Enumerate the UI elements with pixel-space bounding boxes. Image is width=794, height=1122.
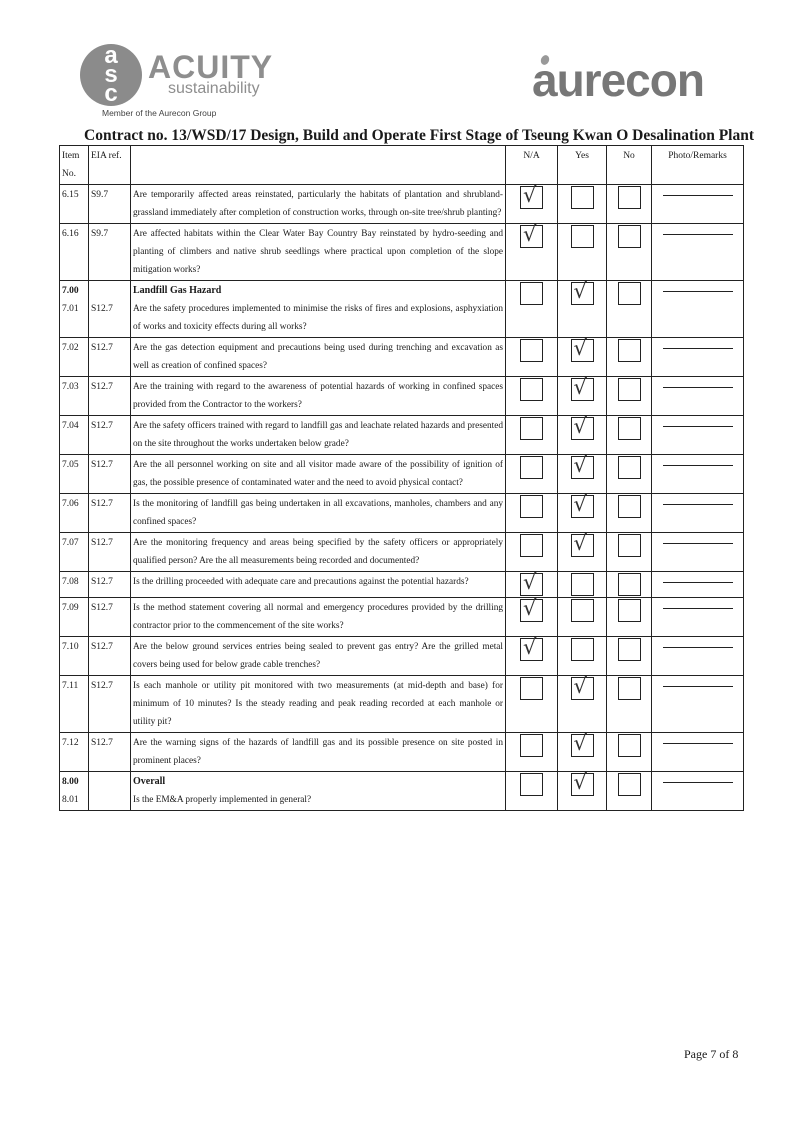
remarks-field[interactable] (663, 347, 733, 349)
question-text: Are the monitoring frequency and areas being specified by the safety officers or appropriately qualified person? Are the all measurements being recorded and documented? (133, 538, 503, 566)
question-cell (131, 281, 506, 338)
question-text: Is each manhole or utility pit monitored with two measurements (at mid-depth and base) for minimum of 10 minutes? Is the steady reading and peak reading recorded at each manhole or utility pit? (133, 681, 503, 727)
na-cell (506, 416, 558, 455)
no-cell (607, 772, 652, 811)
yes-cell (558, 598, 607, 637)
question-text: Is the drilling proceeded with adequate care and precautions against the potential hazards? (133, 577, 469, 587)
na-cell (506, 494, 558, 533)
table-row (60, 455, 744, 494)
no-cell (607, 637, 652, 676)
yes-checkbox[interactable] (571, 279, 594, 305)
item-number-cell (60, 416, 89, 455)
na-checkbox[interactable] (520, 495, 543, 518)
item-number: 7.01 (62, 304, 79, 314)
na-checkbox[interactable] (520, 596, 543, 622)
na-cell (506, 455, 558, 494)
question-cell (131, 185, 506, 224)
question-text: Are the safety officers trained with regard to landfill gas and leachate related hazards and presented on the site throughout the works undertaken below grade? (133, 421, 503, 449)
no-checkbox[interactable] (618, 573, 641, 596)
eia-ref: S12.7 (91, 577, 113, 587)
acuity-subtitle: sustainability (168, 80, 260, 97)
remarks-cell (652, 338, 744, 377)
item-number-cell (60, 338, 89, 377)
col-eia-header: EIA ref. (89, 146, 131, 185)
remarks-field[interactable] (663, 781, 733, 783)
check-mark-icon: √ (573, 531, 587, 555)
yes-checkbox[interactable] (571, 186, 594, 209)
eia-ref: S12.7 (91, 382, 113, 392)
eia-ref-cell (89, 598, 131, 637)
na-checkbox[interactable] (520, 635, 543, 661)
remarks-cell (652, 377, 744, 416)
yes-cell (558, 676, 607, 733)
item-number: 6.15 (62, 190, 79, 200)
remarks-field[interactable] (663, 581, 733, 583)
table-row (60, 281, 744, 338)
check-mark-icon: √ (573, 279, 587, 303)
na-checkbox[interactable] (520, 534, 543, 557)
item-number: 6.16 (62, 229, 79, 239)
table-row (60, 637, 744, 676)
table-row (60, 772, 744, 811)
item-number: 7.10 (62, 642, 79, 652)
remarks-cell (652, 494, 744, 533)
question-cell (131, 416, 506, 455)
item-number-cell (60, 733, 89, 772)
eia-ref-cell (89, 637, 131, 676)
na-checkbox[interactable] (520, 282, 543, 305)
yes-checkbox[interactable] (571, 599, 594, 622)
yes-cell (558, 494, 607, 533)
eia-ref-cell (89, 281, 131, 338)
check-mark-icon: √ (573, 375, 587, 399)
eia-ref: S12.7 (91, 738, 113, 748)
remarks-cell (652, 637, 744, 676)
eia-ref: S12.7 (91, 681, 113, 691)
question-text: Are temporarily affected areas reinstated, particularly the habitats of plantation and shrubland-grassland immediately after completion of construction works, through on-site tree/shrub planting? (133, 190, 503, 218)
na-cell (506, 637, 558, 676)
remarks-field[interactable] (663, 685, 733, 687)
no-cell (607, 598, 652, 637)
eia-ref: S12.7 (91, 499, 113, 509)
question-cell (131, 494, 506, 533)
no-checkbox[interactable] (618, 773, 641, 796)
na-checkbox[interactable] (520, 773, 543, 796)
yes-checkbox[interactable] (571, 731, 594, 757)
na-checkbox[interactable] (520, 339, 543, 362)
question-cell (131, 338, 506, 377)
na-checkbox[interactable] (520, 570, 543, 596)
remarks-field[interactable] (663, 607, 733, 609)
remarks-field[interactable] (663, 464, 733, 466)
no-checkbox[interactable] (618, 456, 641, 479)
no-cell (607, 533, 652, 572)
item-number: 7.11 (62, 681, 79, 691)
yes-cell (558, 637, 607, 676)
na-cell (506, 281, 558, 338)
eia-ref: S12.7 (91, 603, 113, 613)
question-cell (131, 676, 506, 733)
item-number-cell (60, 494, 89, 533)
check-mark-icon: √ (573, 414, 587, 438)
eia-ref-cell (89, 533, 131, 572)
eia-ref-cell (89, 494, 131, 533)
aurecon-logo: aurecon (532, 54, 704, 106)
na-cell (506, 572, 558, 598)
remarks-cell (652, 455, 744, 494)
check-mark-icon: √ (573, 492, 587, 516)
table-row (60, 733, 744, 772)
item-number-cell (60, 224, 89, 281)
item-number-cell (60, 377, 89, 416)
question-text: Are the safety procedures implemented to minimise the risks of fires and explosions, asphyxiation of works and toxicity effects during all works? (133, 304, 503, 332)
na-cell (506, 338, 558, 377)
question-cell (131, 455, 506, 494)
eia-ref: S12.7 (91, 343, 113, 353)
eia-ref-cell (89, 185, 131, 224)
na-cell (506, 185, 558, 224)
check-mark-icon: √ (573, 336, 587, 360)
item-number: 7.05 (62, 460, 79, 470)
no-checkbox[interactable] (618, 378, 641, 401)
eia-ref-cell (89, 455, 131, 494)
yes-cell (558, 416, 607, 455)
no-checkbox[interactable] (618, 225, 641, 248)
question-cell (131, 772, 506, 811)
section-number: 8.00 (62, 777, 79, 787)
eia-ref: S12.7 (91, 642, 113, 652)
remarks-cell (652, 598, 744, 637)
check-mark-icon: √ (523, 222, 537, 246)
acuity-logo (80, 40, 274, 120)
no-checkbox[interactable] (618, 417, 641, 440)
table-row (60, 598, 744, 637)
eia-ref-cell (89, 338, 131, 377)
remarks-cell (652, 676, 744, 733)
question-text: Is the EM&A properly implemented in general? (133, 795, 312, 805)
remarks-field[interactable] (663, 425, 733, 427)
eia-ref: S12.7 (91, 421, 113, 431)
question-cell (131, 598, 506, 637)
question-cell (131, 572, 506, 598)
no-checkbox[interactable] (618, 282, 641, 305)
no-checkbox[interactable] (618, 534, 641, 557)
no-cell (607, 224, 652, 281)
yes-checkbox[interactable] (571, 225, 594, 248)
yes-cell (558, 224, 607, 281)
no-checkbox[interactable] (618, 339, 641, 362)
remarks-cell (652, 281, 744, 338)
yes-checkbox[interactable] (571, 638, 594, 661)
question-cell (131, 637, 506, 676)
check-mark-icon: √ (573, 453, 587, 477)
check-mark-icon: √ (523, 635, 537, 659)
question-text: Are affected habitats within the Clear Water Bay Country Bay reinstated by hydro-seeding and planting of climbers and native shrub seedlings where practical upon completion of the slope mitigation works? (133, 229, 503, 275)
na-checkbox[interactable] (520, 183, 543, 209)
eia-ref: S12.7 (91, 460, 113, 470)
eia-ref-cell (89, 224, 131, 281)
item-number-cell (60, 772, 89, 811)
acuity-name: ACUITY (148, 49, 274, 85)
item-number: 7.06 (62, 499, 79, 509)
na-checkbox[interactable] (520, 677, 543, 700)
spacer (91, 773, 128, 791)
table-row (60, 338, 744, 377)
eia-ref: S9.7 (91, 190, 109, 200)
yes-checkbox[interactable] (571, 453, 594, 479)
question-text: Is the monitoring of landfill gas being undertaken in all excavations, manholes, chambers and any confined spaces? (133, 499, 503, 527)
no-cell (607, 416, 652, 455)
item-number-cell (60, 637, 89, 676)
section-title: Overall (133, 776, 166, 787)
yes-checkbox[interactable] (571, 492, 594, 518)
remarks-field[interactable] (663, 542, 733, 544)
no-cell (607, 733, 652, 772)
no-cell (607, 185, 652, 224)
na-cell (506, 676, 558, 733)
eia-ref: S9.7 (91, 229, 109, 239)
na-checkbox[interactable] (520, 417, 543, 440)
col-remarks-header: Photo/Remarks (652, 146, 744, 185)
no-cell (607, 455, 652, 494)
na-cell (506, 224, 558, 281)
na-cell (506, 772, 558, 811)
yes-checkbox[interactable] (571, 770, 594, 796)
table-row (60, 494, 744, 533)
yes-cell (558, 455, 607, 494)
col-item-header: Item No. (60, 146, 89, 185)
remarks-field[interactable] (663, 386, 733, 388)
question-text: Are the training with regard to the awareness of potential hazards of working in confined spaces provided from the Contractor to the workers? (133, 382, 503, 410)
yes-cell (558, 338, 607, 377)
na-checkbox[interactable] (520, 222, 543, 248)
col-na-header: N/A (506, 146, 558, 185)
item-number-cell (60, 455, 89, 494)
item-number: 7.08 (62, 577, 79, 587)
section-number: 7.00 (62, 286, 79, 296)
question-cell (131, 733, 506, 772)
item-number-cell (60, 533, 89, 572)
no-checkbox[interactable] (618, 638, 641, 661)
check-mark-icon: √ (523, 183, 537, 207)
no-cell (607, 494, 652, 533)
remarks-field[interactable] (663, 233, 733, 235)
acuity-member-line: Member of the Aurecon Group (102, 108, 217, 118)
question-text: Are the gas detection equipment and precautions being used during trenching and excavation as well as creation of confined spaces? (133, 343, 503, 371)
remarks-field[interactable] (663, 503, 733, 505)
item-number: 7.04 (62, 421, 79, 431)
question-text: Is the method statement covering all normal and emergency procedures provided by the drilling contractor prior to the commencement of the site works? (133, 603, 503, 631)
no-cell (607, 281, 652, 338)
no-checkbox[interactable] (618, 186, 641, 209)
no-checkbox[interactable] (618, 495, 641, 518)
remarks-cell (652, 416, 744, 455)
col-yes-header: Yes (558, 146, 607, 185)
eia-ref: S12.7 (91, 304, 113, 314)
check-mark-icon: √ (523, 596, 537, 620)
remarks-cell (652, 224, 744, 281)
table-header-row (60, 146, 744, 185)
table-row (60, 224, 744, 281)
eia-ref: S12.7 (91, 538, 113, 548)
col-question-header (131, 146, 506, 185)
yes-checkbox[interactable] (571, 414, 594, 440)
item-number-cell (60, 281, 89, 338)
no-checkbox[interactable] (618, 599, 641, 622)
no-checkbox[interactable] (618, 734, 641, 757)
yes-cell (558, 733, 607, 772)
eia-ref-cell (89, 572, 131, 598)
yes-checkbox[interactable] (571, 375, 594, 401)
no-cell (607, 676, 652, 733)
contract-title: Contract no. 13/WSD/17 Design, Build and Operate First Stage of Tseung Kwan O Desalination Plant (84, 127, 755, 144)
eia-ref-cell (89, 772, 131, 811)
spacer (91, 282, 128, 300)
question-cell (131, 224, 506, 281)
checklist-table (59, 145, 744, 811)
remarks-field[interactable] (663, 646, 733, 648)
question-text: Are the below ground services entries being sealed to prevent gas entry? Are the grilled metal covers being used for below grade cable trenches? (133, 642, 503, 670)
na-checkbox[interactable] (520, 378, 543, 401)
no-cell (607, 572, 652, 598)
eia-ref-cell (89, 733, 131, 772)
item-number-cell (60, 598, 89, 637)
item-number: 7.03 (62, 382, 79, 392)
remarks-field[interactable] (663, 742, 733, 744)
item-number: 7.07 (62, 538, 79, 548)
yes-cell (558, 533, 607, 572)
na-cell (506, 733, 558, 772)
yes-cell (558, 772, 607, 811)
remarks-cell (652, 772, 744, 811)
table-row (60, 416, 744, 455)
eia-ref-cell (89, 416, 131, 455)
item-number-cell (60, 572, 89, 598)
question-text: Are the all personnel working on site and all visitor made aware of the possibility of ignition of gas, the possible presence of contaminated water and the need to avoid physical contact? (133, 460, 503, 488)
item-number: 7.09 (62, 603, 79, 613)
yes-cell (558, 572, 607, 598)
no-checkbox[interactable] (618, 677, 641, 700)
eia-ref-cell (89, 377, 131, 416)
table-row (60, 185, 744, 224)
item-number: 8.01 (62, 795, 79, 805)
question-cell (131, 377, 506, 416)
table-row (60, 676, 744, 733)
no-cell (607, 377, 652, 416)
item-number-cell (60, 676, 89, 733)
remarks-cell (652, 572, 744, 598)
na-cell (506, 533, 558, 572)
check-mark-icon: √ (573, 674, 587, 698)
yes-cell (558, 281, 607, 338)
check-mark-icon: √ (523, 570, 537, 594)
yes-checkbox[interactable] (571, 674, 594, 700)
remarks-field[interactable] (663, 194, 733, 196)
acuity-emblem-letters: a s c (104, 42, 118, 107)
table-row (60, 377, 744, 416)
table-row (60, 533, 744, 572)
question-text: Are the warning signs of the hazards of landfill gas and its possible presence on site posted in prominent places? (133, 738, 503, 766)
no-cell (607, 338, 652, 377)
na-checkbox[interactable] (520, 734, 543, 757)
yes-checkbox[interactable] (571, 336, 594, 362)
yes-cell (558, 185, 607, 224)
table-row (60, 572, 744, 598)
item-number: 7.02 (62, 343, 79, 353)
item-number: 7.12 (62, 738, 79, 748)
na-cell (506, 377, 558, 416)
item-number-cell (60, 185, 89, 224)
remarks-field[interactable] (663, 290, 733, 292)
check-mark-icon: √ (573, 770, 587, 794)
remarks-cell (652, 733, 744, 772)
remarks-cell (652, 185, 744, 224)
eia-ref-cell (89, 676, 131, 733)
remarks-cell (652, 533, 744, 572)
na-cell (506, 598, 558, 637)
yes-checkbox[interactable] (571, 531, 594, 557)
yes-checkbox[interactable] (571, 573, 594, 596)
col-no-header: No (607, 146, 652, 185)
question-cell (131, 533, 506, 572)
yes-cell (558, 377, 607, 416)
section-title: Landfill Gas Hazard (133, 285, 222, 296)
na-checkbox[interactable] (520, 456, 543, 479)
check-mark-icon: √ (573, 731, 587, 755)
page-number: Page 7 of 8 (684, 1047, 739, 1061)
